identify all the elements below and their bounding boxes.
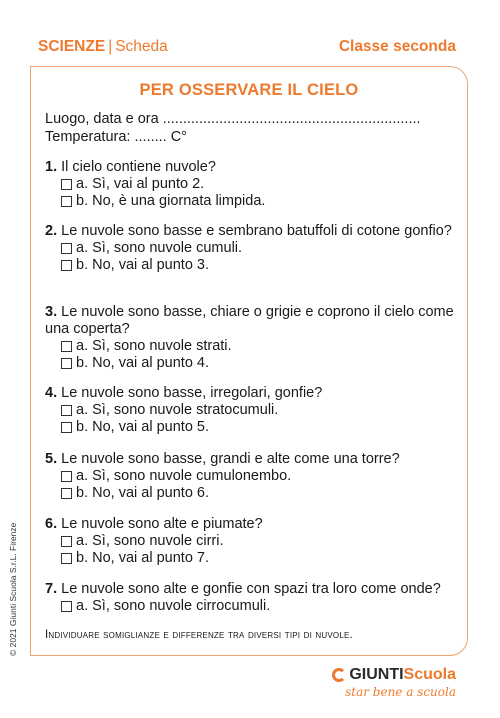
checkbox[interactable] — [61, 553, 72, 564]
option-4b[interactable] — [45, 419, 457, 436]
checkbox[interactable] — [61, 196, 72, 207]
checkbox[interactable] — [61, 488, 72, 499]
option-label: a. Sì, vai al punto 2. — [76, 176, 205, 192]
question-number: 5. — [45, 451, 58, 467]
option-label: b. No, vai al punto 3. — [76, 257, 209, 273]
worksheet-title: PER OSSERVARE IL CIELO — [139, 81, 359, 99]
option-7a[interactable] — [45, 598, 457, 615]
option-label: a. Sì, sono nuvole cirri. — [76, 533, 224, 549]
question-number: 7. — [45, 581, 58, 597]
question-2 — [45, 223, 457, 274]
option-label: b. No, vai al punto 4. — [76, 355, 209, 371]
option-5b[interactable] — [45, 485, 457, 502]
subject-label — [38, 38, 168, 56]
option-4a[interactable] — [45, 402, 457, 419]
logo-brand: GIUNTI — [349, 666, 404, 683]
checkbox[interactable] — [61, 405, 72, 416]
g-logo-icon — [332, 668, 346, 682]
section-text: Scheda — [115, 38, 168, 55]
option-6b[interactable] — [45, 550, 457, 567]
checkbox[interactable] — [61, 422, 72, 433]
checkbox[interactable] — [61, 536, 72, 547]
question-number: 2. — [45, 223, 58, 239]
question-text: Le nuvole sono alte e gonfie con spazi tra loro come onde? — [61, 581, 441, 597]
question-number: 6. — [45, 516, 58, 532]
header-separator: | — [108, 38, 113, 55]
question-text: Le nuvole sono alte e piumate? — [61, 516, 263, 532]
question-number: 3. — [45, 304, 58, 320]
logo-tagline: star bene a scuola — [345, 685, 456, 699]
publisher-logo — [332, 666, 456, 699]
option-2a[interactable] — [45, 240, 457, 257]
option-label: a. Sì, sono nuvole strati. — [76, 338, 232, 354]
checkbox[interactable] — [61, 341, 72, 352]
question-number: 1. — [45, 159, 58, 175]
question-text: Il cielo contiene nuvole? — [61, 159, 216, 175]
option-3a[interactable] — [45, 338, 457, 355]
logo-brand-accent: Scuola — [403, 666, 456, 683]
question-text: Le nuvole sono basse, irregolari, gonfie? — [61, 385, 323, 401]
subject-text: SCIENZE — [38, 38, 106, 55]
question-1 — [45, 159, 457, 210]
grade-label: Classe seconda — [338, 38, 456, 55]
option-label: a. Sì, sono nuvole cirrocumuli. — [76, 598, 271, 614]
question-6 — [45, 516, 457, 567]
question-3 — [45, 304, 457, 372]
temperature-field[interactable]: Temperatura: ........ C° — [45, 129, 187, 145]
question-4 — [45, 385, 457, 436]
option-6a[interactable] — [45, 533, 457, 550]
worksheet-card — [30, 66, 468, 656]
option-label: b. No, vai al punto 6. — [76, 485, 209, 501]
checkbox[interactable] — [61, 179, 72, 190]
option-label: a. Sì, sono nuvole cumuli. — [76, 240, 243, 256]
question-text: Le nuvole sono basse, grandi e alte come una torre? — [61, 451, 400, 467]
option-1a[interactable] — [45, 176, 457, 193]
option-label: a. Sì, sono nuvole cumulonembo. — [76, 468, 292, 484]
question-text: Le nuvole sono basse, chiare o grigie e coprono il cielo come una coperta? — [45, 304, 454, 337]
checkbox[interactable] — [61, 243, 72, 254]
question-text: Le nuvole sono basse e sembrano batuffoli di cotone gonfio? — [61, 223, 452, 239]
option-5a[interactable] — [45, 468, 457, 485]
checkbox[interactable] — [61, 601, 72, 612]
option-label: b. No, è una giornata limpida. — [76, 193, 266, 209]
option-label: b. No, vai al punto 7. — [76, 550, 209, 566]
place-date-field[interactable]: Luogo, data e ora ................................................................ — [45, 111, 421, 127]
side-copyright: © 2021 Giunti Scuola S.r.L. Firenze — [8, 522, 18, 656]
option-1b[interactable] — [45, 193, 457, 210]
checkbox[interactable] — [61, 471, 72, 482]
logo-wordmark — [332, 666, 456, 684]
footer-note: Individuare somiglianze e differenze tra diversi tipi di nuvole. — [45, 629, 353, 641]
option-label: a. Sì, sono nuvole stratocumuli. — [76, 402, 279, 418]
option-2b[interactable] — [45, 257, 457, 274]
question-7 — [45, 581, 457, 615]
option-3b[interactable] — [45, 355, 457, 372]
option-label: b. No, vai al punto 5. — [76, 419, 209, 435]
page-header — [38, 38, 456, 60]
checkbox[interactable] — [61, 260, 72, 271]
question-5 — [45, 451, 457, 502]
question-number: 4. — [45, 385, 58, 401]
checkbox[interactable] — [61, 358, 72, 369]
